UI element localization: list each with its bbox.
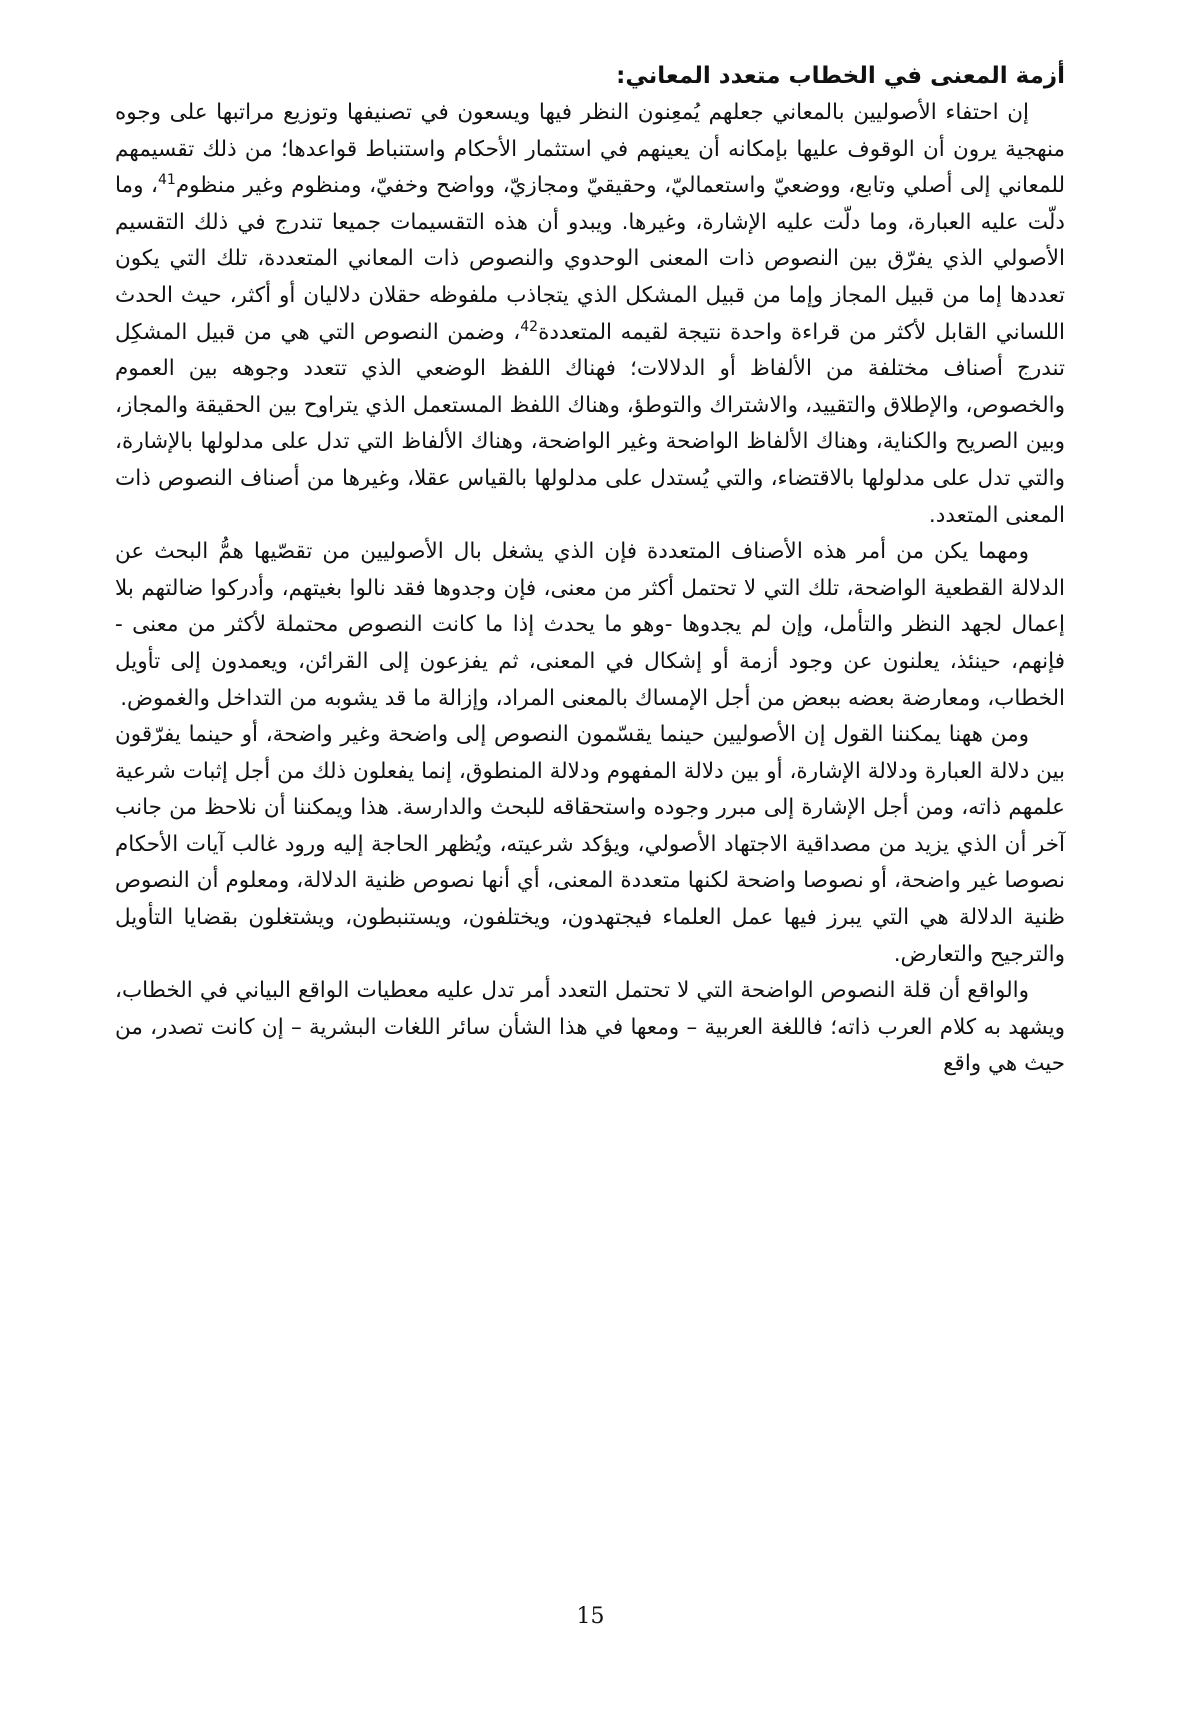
paragraph-1	[115, 95, 1065, 534]
footnote-ref-41[interactable]: 41	[158, 172, 176, 189]
page-body	[115, 58, 1065, 1083]
paragraph-1-part-2: ، وما دلّت عليه العبارة، وما دلّت عليه الإشارة، وغيرها. ويبدو أن هذه التقسيمات جميعا تندرج في ذلك التقسيم الأصولي الذي يفرّق بين النصوص ذات المعنى الوحدوي والنصوص ذات المعاني المتعددة، تلك التي يكون تعددها إما من قبيل المجاز وإما من قبيل المشكل الذي يتجاذب ملفوظه حقلان دلاليان أو أكثر، حيث الحدث اللساني القابل لأكثر من قراءة واحدة نتيجة لقيمه المتعددة	[115, 173, 1065, 345]
paragraph-3: ومن ههنا يمكننا القول إن الأصوليين حينما يقسّمون النصوص إلى واضحة وغير واضحة، أو حينما يفرّقون بين دلالة العبارة ودلالة الإشارة، أو بين دلالة المفهوم ودلالة المنطوق، إنما يفعلون ذلك من أجل إثبات شرعية علمهم ذاته، ومن أجل الإشارة إلى مبرر وجوده واستحقاقه للبحث والدارسة. هذا ويمكننا أن نلاحظ من جانب آخر أن الذي يزيد من مصداقية الاجتهاد الأصولي، ويؤكد شرعيته، ويُظهر الحاجة إليه ورود غالب آيات الأحكام نصوصا غير واضحة، أو نصوصا واضحة لكنها متعددة المعنى، أي أنها نصوص ظنية الدلالة، ومعلوم أن النصوص ظنية الدلالة هي التي يبرز فيها عمل العلماء فيجتهدون، ويختلفون، ويستنبطون، ويشتغلون بقضايا التأويل والترجيح والتعارض.	[115, 722, 1065, 967]
section-title: أزمة المعنى في الخطاب متعدد المعاني:	[616, 63, 1065, 89]
paragraph-1-part-3: ، وضمن النصوص التي هي من قبيل المشكِل تندرج أصناف مختلفة من الألفاظ أو الدلالات؛ فهناك اللفظ الوضعي الذي تتعدد وجوهه بين العموم والخصوص، والإطلاق والتقييد، والاشتراك والتوطؤ، وهناك اللفظ المستعمل الذي يتراوح بين الحقيقة والمجاز، وبين الصريح والكناية، وهناك الألفاظ الواضحة وغير الواضحة، وهناك الألفاظ التي تدل على مدلولها بالإشارة، والتي تدل على مدلولها بالاقتضاء، والتي يُستدل على مدلولها بالقياس عقلا، وغيرها من أصناف النصوص ذات المعنى المتعدد.	[115, 319, 1065, 528]
footnote-ref-42[interactable]: 42	[520, 318, 539, 335]
paragraph-2: ومهما يكن من أمر هذه الأصناف المتعددة فإن الذي يشغل بال الأصوليين من تقصّيها همُّ البحث عن الدلالة القطعية الواضحة، تلك التي لا تحتمل أكثر من معنى، فإن وجدوها فقد نالوا بغيتهم، وأدركوا ضالتهم بلا إعمال لجهد النظر والتأمل، وإن لم يجدوها -وهو ما يحدث إذا ما كانت النصوص محتملة لأكثر من معنى - فإنهم، حينئذ، يعلنون عن وجود أزمة أو إشكال في المعنى، ثم يفزعون إلى القرائن، ويعمدون إلى تأويل الخطاب، ومعارضة بعضه ببعض من أجل الإمساك بالمعنى المراد، وإزالة ما قد يشوبه من التداخل والغموض.	[115, 539, 1065, 711]
page-number: 15	[576, 1604, 605, 1629]
paragraph-1-part-1: إن احتفاء الأصوليين بالمعاني جعلهم يُمعِنون النظر فيها ويسعون في تصنيفها وتوزيع مراتبها على وجوه منهجية يرون أن الوقوف عليها بإمكانه أن يعينهم في استثمار الأحكام واستنباط قواعدها؛ من ذلك تقسيمهم للمعاني إلى أصلي وتابع، ووضعيّ واستعماليّ، وحقيقيّ ومجازيّ، وواضح وخفيّ، ومنظوم وغير منظوم	[115, 100, 1065, 199]
paragraph-4: والواقع أن قلة النصوص الواضحة التي لا تحتمل التعدد أمر تدل عليه معطيات الواقع البياني في الخطاب، ويشهد به كلام العرب ذاته؛ فاللغة العربية – ومعها في هذا الشأن سائر اللغات البشرية – إن كانت تصدر، من حيث هي واقع	[115, 978, 1065, 1077]
